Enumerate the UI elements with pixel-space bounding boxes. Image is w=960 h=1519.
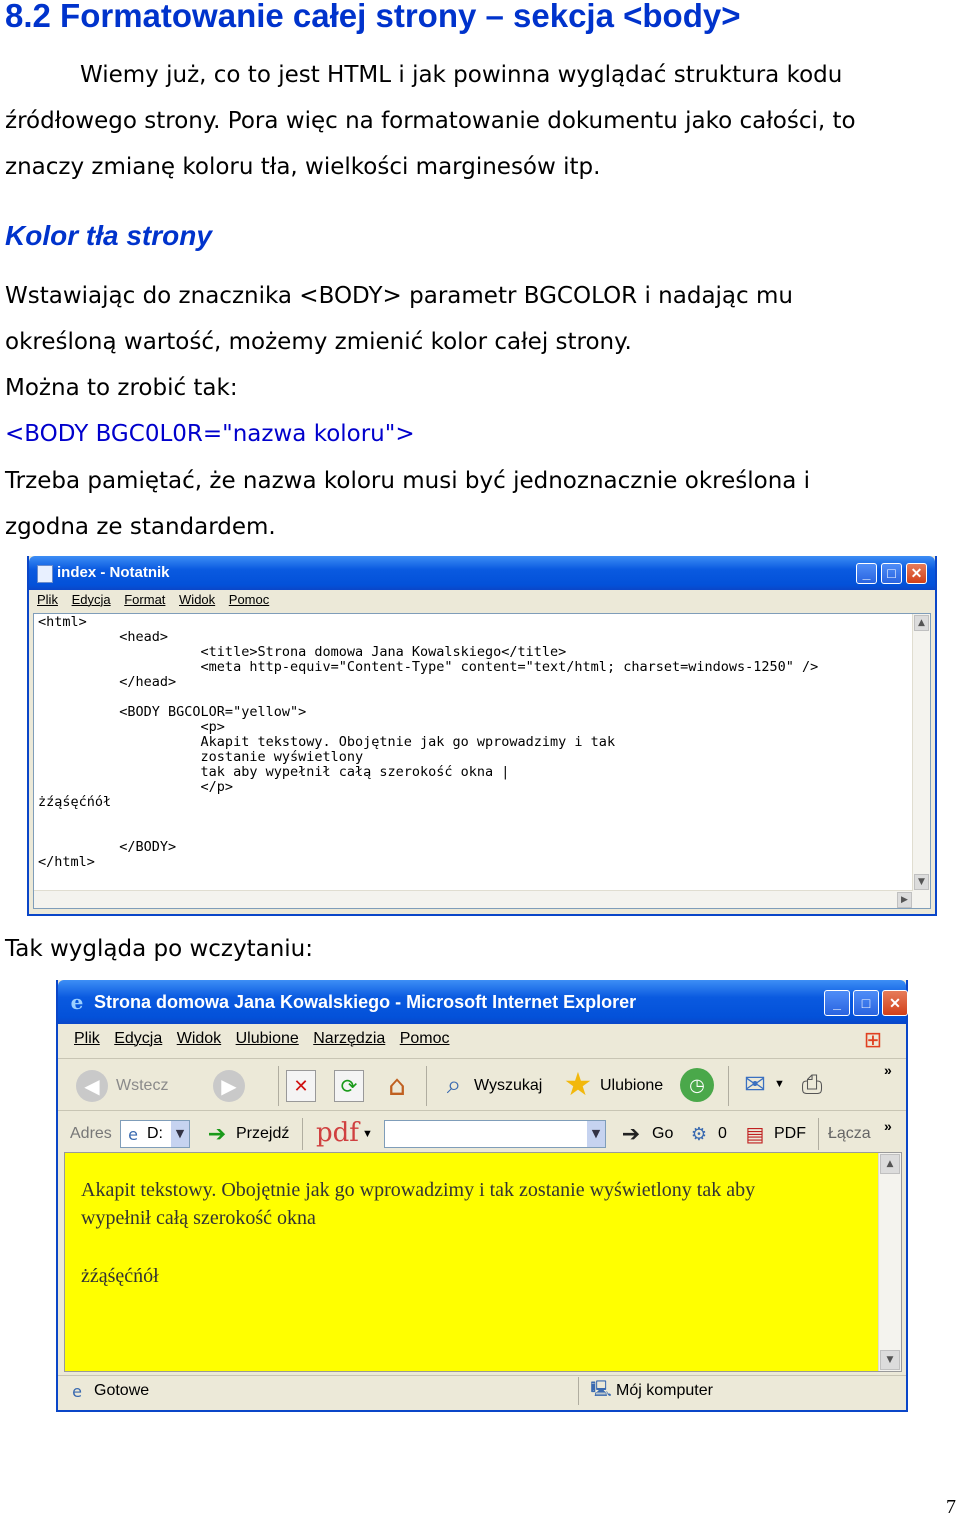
code-line: <title>Strona domowa Jana Kowalskiego</title> — [38, 644, 567, 660]
code-example: <BODY BGC0L0R="nazwa koloru"> — [5, 421, 415, 447]
go-label[interactable]: Przejdź — [236, 1125, 290, 1142]
separator — [302, 1118, 303, 1150]
search-input[interactable] — [384, 1120, 606, 1148]
status-page-icon: e — [72, 1381, 82, 1401]
menu-plik[interactable]: Plik — [37, 592, 58, 607]
divider — [58, 1110, 906, 1111]
page-text-line-3: żźąśęćńół — [81, 1265, 159, 1287]
search-label[interactable]: Wyszukaj — [474, 1077, 543, 1094]
separator — [426, 1066, 427, 1106]
ie-page-icon: e — [128, 1124, 138, 1144]
windows-flag-icon: ⊞ — [863, 1027, 883, 1053]
menu-pomoc[interactable]: Pomoc — [228, 592, 270, 607]
pdf-logo[interactable]: pdf — [316, 1118, 359, 1148]
body-line-4: Trzeba pamiętać, że nazwa koloru musi być jednoznacznie określona i — [5, 468, 811, 494]
notepad-menubar — [37, 592, 279, 607]
counter-value: 0 — [718, 1125, 727, 1142]
drive-value: D: — [147, 1125, 163, 1142]
status-zone: Mój komputer — [616, 1382, 713, 1399]
address-label: Adres — [70, 1125, 112, 1142]
back-icon[interactable]: ◀ — [76, 1070, 108, 1102]
code-line: żźąśęćńół — [38, 794, 112, 810]
menu-format[interactable]: Format — [124, 592, 166, 607]
separator — [728, 1066, 729, 1106]
drive-select[interactable] — [120, 1120, 190, 1148]
favorites-star-icon[interactable]: ★ — [563, 1065, 593, 1103]
stop-icon[interactable]: ✕ — [286, 1070, 316, 1102]
counter-icon: ⚙ — [690, 1123, 708, 1145]
links-more[interactable]: » — [884, 1118, 892, 1134]
ie-menu-plik[interactable]: Plik — [74, 1030, 100, 1047]
code-line: zostanie wyświetlony — [38, 749, 364, 765]
page-text-line-1: Akapit tekstowy. Obojętnie jak go wprowadzimy i tak zostanie wyświetlony tak aby — [81, 1179, 756, 1201]
search-icon[interactable]: ⌕ — [446, 1069, 462, 1100]
ie-menu-widok[interactable]: Widok — [176, 1030, 222, 1047]
code-line: </BODY> — [38, 839, 177, 855]
divider — [58, 1058, 906, 1059]
menu-edycja[interactable]: Edycja — [71, 592, 111, 607]
scroll-up-icon[interactable]: ▲ — [880, 1154, 900, 1174]
links-label[interactable]: Łącza — [828, 1125, 871, 1142]
pdf-icon[interactable]: ▤ — [745, 1122, 765, 1146]
scroll-up-icon[interactable]: ▲ — [914, 615, 929, 631]
ie-menu-edycja[interactable]: Edycja — [114, 1030, 163, 1047]
ie-menubar — [74, 1030, 460, 1048]
status-text: Gotowe — [94, 1382, 150, 1399]
page-text-line-2: wypełnił całą szerokość okna — [81, 1207, 316, 1229]
maximize-button[interactable]: □ — [881, 563, 902, 584]
notepad-titlebar — [29, 556, 935, 590]
ie-menu-pomoc[interactable]: Pomoc — [399, 1030, 450, 1047]
home-icon[interactable]: ⌂ — [388, 1068, 406, 1102]
computer-icon: 🖳 — [590, 1378, 612, 1398]
print-icon[interactable]: ⎙ — [801, 1069, 823, 1100]
ie-vertical-scrollbar[interactable] — [878, 1153, 901, 1371]
separator — [578, 1377, 579, 1405]
favorites-label[interactable]: Ulubione — [600, 1077, 664, 1094]
pdf-label[interactable]: PDF — [774, 1125, 806, 1142]
ie-title: Strona domowa Jana Kowalskiego - Microsoft Internet Explorer — [94, 992, 637, 1012]
code-line: tak aby wypełnił całą szerokość okna | — [38, 764, 510, 780]
code-line: </p> — [38, 779, 234, 795]
intro-line-1: Wiemy już, co to jest HTML i jak powinna wyglądać struktura kodu — [80, 62, 843, 88]
intro-line-3: znaczy zmianę koloru tła, wielkości marginesów itp. — [5, 154, 601, 180]
scroll-right-icon[interactable]: ▶ — [897, 892, 912, 908]
body-line-5: zgodna ze standardem. — [5, 514, 276, 540]
scroll-down-icon[interactable]: ▼ — [914, 874, 929, 890]
code-line: <html> — [38, 614, 87, 630]
ie-minimize-button[interactable]: _ — [824, 990, 850, 1016]
refresh-icon[interactable]: ⟳ — [334, 1070, 364, 1102]
mail-dropdown-icon[interactable]: ▼ — [774, 1078, 785, 1090]
code-line: <p> — [38, 719, 225, 735]
body-line-2: określoną wartość, możemy zmienić kolor całej strony. — [5, 329, 632, 355]
divider — [58, 1375, 906, 1376]
notepad-icon — [37, 565, 53, 583]
go2-label[interactable]: Go — [652, 1125, 674, 1142]
chevron-down-icon[interactable]: ▼ — [171, 1121, 189, 1147]
go-arrow-icon[interactable]: ➔ — [207, 1121, 227, 1147]
separator — [818, 1118, 819, 1150]
notepad-editor[interactable] — [33, 613, 931, 909]
minimize-button[interactable]: _ — [856, 563, 877, 584]
ie-titlebar — [58, 980, 906, 1024]
menu-widok[interactable]: Widok — [179, 592, 216, 607]
horizontal-scrollbar[interactable] — [34, 890, 913, 908]
chevron-down-icon[interactable]: ▼ — [587, 1121, 605, 1147]
code-line: <meta http-equiv="Content-Type" content="text/html; charset=windows-1250" /> — [38, 659, 819, 675]
body-line-3: Można to zrobić tak: — [5, 375, 238, 401]
code-line: </head> — [38, 674, 177, 690]
caption-after: Tak wygląda po wczytaniu: — [5, 936, 314, 962]
history-icon[interactable]: ◷ — [680, 1068, 714, 1102]
pdf-dropdown-icon[interactable]: ▼ — [362, 1128, 373, 1140]
scroll-down-icon[interactable]: ▼ — [880, 1350, 900, 1370]
page-number: 7 — [946, 1496, 956, 1518]
back-label[interactable]: Wstecz — [116, 1077, 169, 1094]
close-button[interactable]: ✕ — [906, 563, 927, 584]
body-line-1: Wstawiając do znacznika <BODY> parametr BGCOLOR i nadając mu — [5, 283, 793, 309]
intro-line-2: źródłowego strony. Pora więc na formatowanie dokumentu jako całości, to — [5, 108, 856, 134]
notepad-window — [27, 556, 937, 916]
page-heading: 8.2 Formatowanie całej strony – sekcja <body> — [5, 0, 741, 34]
go2-arrow-icon[interactable]: ➔ — [621, 1121, 641, 1147]
ie-window — [56, 980, 908, 1412]
separator — [278, 1066, 279, 1106]
ie-menu-ulubione[interactable]: Ulubione — [235, 1030, 299, 1047]
code-line: <head> — [38, 629, 169, 645]
ie-close-button[interactable]: ✕ — [882, 990, 908, 1016]
ie-menu-narzedzia[interactable]: Narzędzia — [313, 1030, 386, 1047]
forward-icon[interactable]: ▶ — [213, 1070, 245, 1102]
ie-logo-icon: e — [70, 990, 84, 1014]
vertical-scrollbar[interactable] — [912, 614, 930, 908]
section-heading: Kolor tła strony — [5, 220, 212, 251]
code-line: </html> — [38, 854, 95, 870]
page-content — [64, 1152, 902, 1372]
notepad-title: index - Notatnik — [57, 564, 170, 581]
toolbar-more[interactable]: » — [884, 1062, 892, 1078]
code-line: <BODY BGCOLOR="yellow"> — [38, 704, 307, 720]
mail-icon[interactable]: ✉ — [744, 1070, 766, 1100]
code-line: Akapit tekstowy. Obojętnie jak go wprowadzimy i tak — [38, 734, 616, 750]
ie-maximize-button[interactable]: □ — [853, 990, 879, 1016]
